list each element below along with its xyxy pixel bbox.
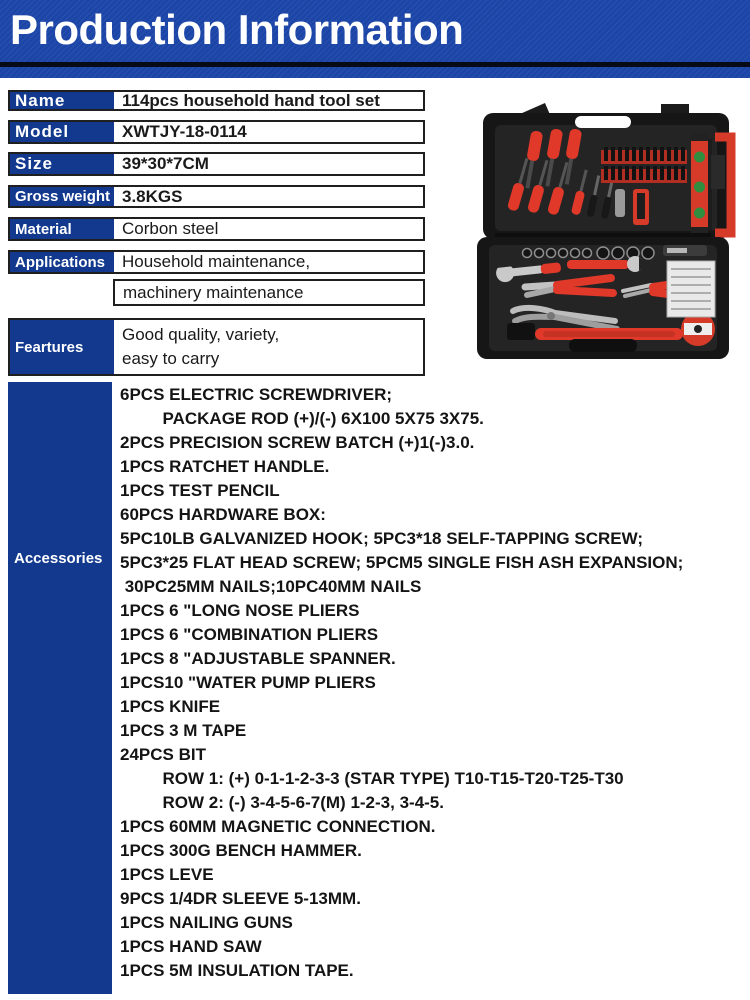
spec-label-gross-weight: Gross weight: [10, 187, 114, 206]
spec-label-size: Size: [10, 154, 114, 174]
spec-label-material: Material: [10, 219, 114, 239]
spec-value-gross-weight: 3.8KGS: [114, 187, 423, 206]
accessories-line: 1PCS 6 "COMBINATION PLIERS: [120, 625, 379, 644]
hardware-box-icon: [667, 261, 715, 317]
accessories-text: [120, 383, 750, 983]
tray-handle-cutout: [569, 339, 637, 352]
utility-knife-icon: [633, 189, 649, 225]
accessories-line: 1PCS NAILING GUNS: [120, 913, 293, 932]
page-title: Production Information: [10, 6, 464, 53]
spec-row-applications-2: [113, 279, 425, 306]
accessories-line: 5PC10LB GALVANIZED HOOK; 5PC3*18 SELF-TAPPING SCREW;: [120, 529, 643, 548]
accessories-line: 9PCS 1/4DR SLEEVE 5-13MM.: [120, 889, 361, 908]
accessories-line: 1PCS 5M INSULATION TAPE.: [120, 961, 354, 980]
page-banner: [0, 0, 750, 78]
spec-value-applications-1: Household maintenance,: [114, 252, 423, 272]
spec-value-applications-2: machinery maintenance: [115, 281, 423, 304]
accessories-line: ROW 1: (+) 0-1-1-2-3-3 (STAR TYPE) T10-T15-T20-T25-T30: [120, 769, 624, 788]
feartures-line-1: Good quality, variety,: [122, 325, 280, 344]
spec-value-name: 114pcs household hand tool set: [114, 92, 423, 109]
spec-row-material: [8, 217, 425, 241]
spec-value-material: Corbon steel: [114, 219, 423, 239]
banner-divider: [0, 62, 750, 67]
tool-case-tray: [477, 237, 729, 359]
spec-label-name: Name: [10, 92, 114, 109]
spec-row-gross-weight: [8, 185, 425, 208]
accessories-line: 1PCS 60MM MAGNETIC CONNECTION.: [120, 817, 436, 836]
spec-label-feartures: Feartures: [10, 320, 114, 374]
accessories-line: 1PCS 300G BENCH HAMMER.: [120, 841, 362, 860]
spec-label-model: Model: [10, 122, 114, 142]
spec-row-applications: [8, 250, 425, 274]
accessories-line: 1PCS 6 "LONG NOSE PLIERS: [120, 601, 360, 620]
spec-row-size: [8, 152, 425, 176]
accessories-label: Accessories: [8, 382, 112, 994]
lid-handle-cutout: [575, 116, 631, 128]
accessories-line: ROW 2: (-) 3-4-5-6-7(M) 1-2-3, 3-4-5.: [120, 793, 444, 812]
feartures-line-2: easy to carry: [122, 349, 220, 368]
product-photo: [455, 95, 750, 385]
spec-row-feartures: [8, 318, 425, 376]
bit-holder-icon: [615, 189, 625, 217]
accessories-line: 6PCS ELECTRIC SCREWDRIVER;: [120, 385, 393, 404]
accessories-line: PACKAGE ROD (+)/(-) 6X100 5X75 3X75.: [120, 409, 484, 428]
tool-case-lid: [483, 103, 731, 239]
accessories-line: 2PCS PRECISION SCREW BATCH (+)1(-)3.0.: [120, 433, 475, 452]
accessories-line: 1PCS HAND SAW: [120, 937, 262, 956]
spec-value-feartures: [114, 320, 423, 374]
spec-label-applications: Applications: [10, 252, 114, 272]
accessories-line: 5PC3*25 FLAT HEAD SCREW; 5PCM5 SINGLE FISH ASH EXPANSION;: [120, 553, 684, 572]
spec-value-size: 39*30*7CM: [114, 154, 423, 174]
accessories-line: 1PCS KNIFE: [120, 697, 221, 716]
nail-gun-icon: [663, 245, 707, 256]
accessories-line: 24PCS BIT: [120, 745, 206, 764]
accessories-line: 1PCS 3 M TAPE: [120, 721, 247, 740]
accessories-line: 1PCS TEST PENCIL: [120, 481, 280, 500]
level-icon: [691, 133, 708, 235]
accessories-line: 1PCS 8 "ADJUSTABLE SPANNER.: [120, 649, 396, 668]
accessories-line: 1PCS RATCHET HANDLE.: [120, 457, 330, 476]
spec-row-model: [8, 120, 425, 144]
spec-row-name: [8, 90, 425, 111]
spec-value-model: XWTJY-18-0114: [114, 122, 423, 142]
accessories-line: 1PCS LEVE: [120, 865, 214, 884]
accessories-line: 1PCS10 "WATER PUMP PLIERS: [120, 673, 376, 692]
accessories-line: 30PC25MM NAILS;10PC40MM NAILS: [120, 577, 422, 596]
accessories-line: 60PCS HARDWARE BOX:: [120, 505, 326, 524]
